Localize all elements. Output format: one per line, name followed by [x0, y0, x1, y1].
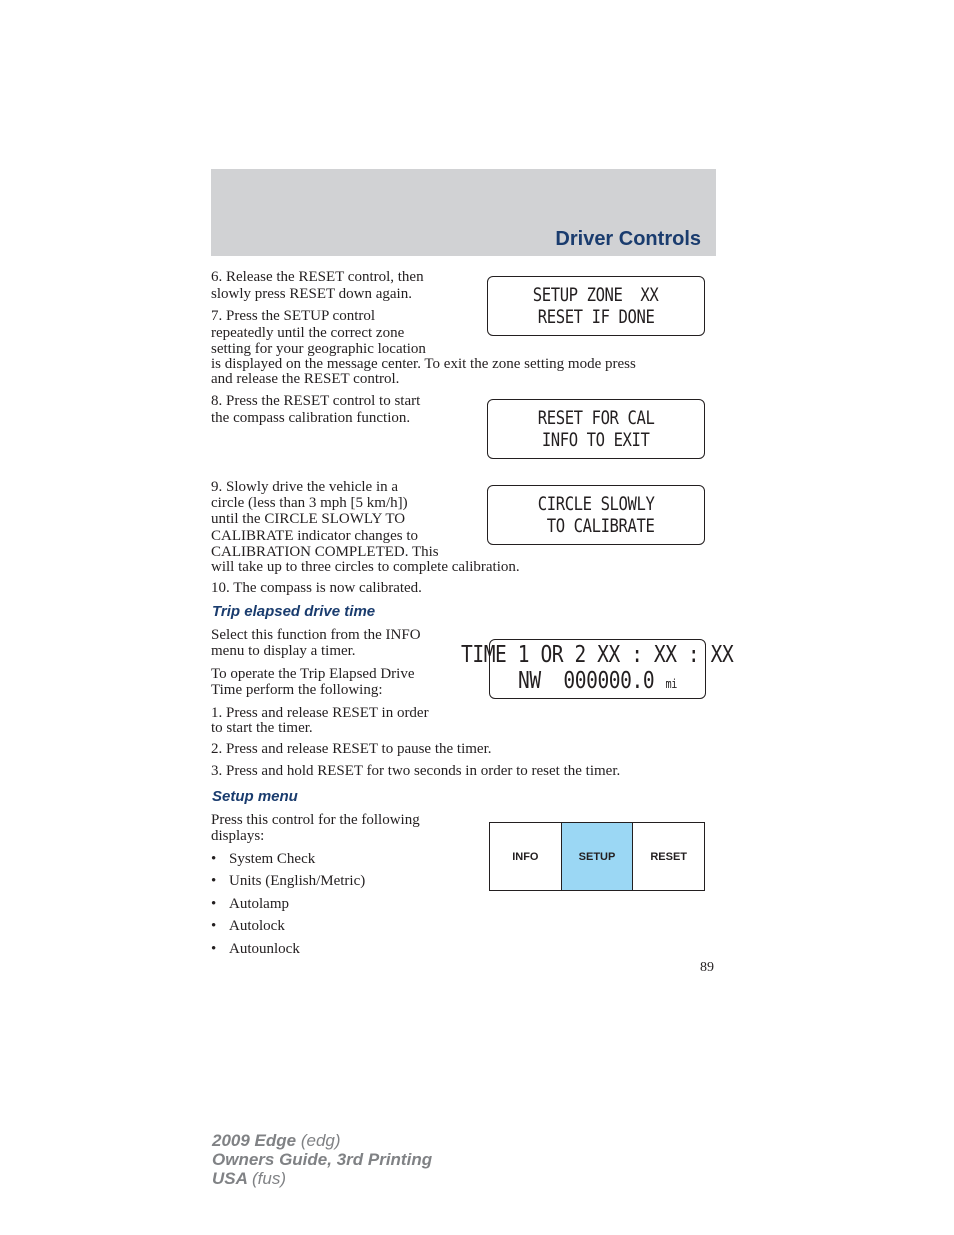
bullet-icon: •	[211, 918, 217, 934]
step-7-line-3: setting for your geographic location	[211, 341, 426, 357]
footer-line-3: USA (fus)	[212, 1169, 286, 1188]
step-10: 10. The compass is now calibrated.	[211, 580, 422, 596]
trip-item-1-line-2: to start the timer.	[211, 720, 313, 736]
setup-bullet-item: • Autolock	[211, 918, 285, 934]
display-trip-timer-line-1: TIME 1 OR 2 XX : XX : XX	[461, 641, 734, 668]
setup-bullet-item: • Units (English/Metric)	[211, 873, 366, 889]
section-title: Driver Controls	[555, 228, 701, 250]
display-setup-zone-line-1: SETUP ZONE XX	[533, 284, 659, 306]
display-trip-timer-line-2	[518, 668, 677, 697]
display-circle-slowly	[487, 485, 705, 545]
display-setup-zone-line-2: RESET IF DONE	[537, 306, 655, 328]
step-7-line-2: repeatedly until the correct zone	[211, 325, 405, 341]
header-band	[211, 169, 716, 256]
step-7-line-4: is displayed on the message center. To exit the zone setting mode press	[211, 356, 636, 372]
setup-bullet-item: • Autolamp	[211, 896, 289, 912]
setup-bullet-item: • System Check	[211, 851, 316, 867]
footer-line-1: 2009 Edge (edg)	[212, 1131, 341, 1150]
step-9-line-5: CALIBRATION COMPLETED. This	[211, 544, 439, 560]
step-9-line-4: CALIBRATE indicator changes to	[211, 528, 419, 544]
trip-p1-line-1: Select this function from the INFO	[211, 627, 421, 643]
display-setup-zone	[487, 276, 705, 336]
footer-line-2: Owners Guide, 3rd Printing	[212, 1150, 433, 1169]
step-9-line-1: 9. Slowly drive the vehicle in a	[211, 479, 399, 495]
setup-button[interactable]: SETUP	[562, 823, 634, 890]
display-circle-slowly-line-1: CIRCLE SLOWLY	[537, 493, 655, 515]
step-8-line-2: the compass calibration function.	[211, 410, 411, 426]
setup-heading: Setup menu	[212, 788, 298, 805]
trip-p1-line-2: menu to display a timer.	[211, 643, 356, 659]
bullet-icon: •	[211, 851, 217, 867]
page-number: 89	[700, 960, 714, 975]
bullet-icon: •	[211, 941, 217, 957]
trip-item-1-line-1: 1. Press and release RESET in order	[211, 705, 429, 721]
step-6-line-1: 6. Release the RESET control, then	[211, 269, 424, 285]
step-7-line-1: 7. Press the SETUP control	[211, 308, 376, 324]
trip-item-3: 3. Press and hold RESET for two seconds in order to reset the timer.	[211, 763, 621, 779]
step-9-line-3: until the CIRCLE SLOWLY TO	[211, 511, 406, 527]
footer	[212, 1131, 432, 1188]
step-8-line-1: 8. Press the RESET control to start	[211, 393, 421, 409]
display-reset-for-cal	[487, 399, 705, 459]
display-trip-timer-odometer: NW 000000.0	[518, 667, 655, 694]
trip-p2-line-1: To operate the Trip Elapsed Drive	[211, 666, 415, 682]
trip-p2-line-2: Time perform the following:	[211, 682, 383, 698]
step-6-line-2: slowly press RESET down again.	[211, 286, 412, 302]
display-reset-for-cal-line-2: INFO TO EXIT	[542, 429, 650, 451]
trip-item-2: 2. Press and release RESET to pause the timer.	[211, 741, 492, 757]
display-trip-timer-unit: mi	[665, 676, 677, 691]
info-button[interactable]: INFO	[490, 823, 562, 890]
setup-bullet-item: • Autounlock	[211, 941, 300, 957]
step-9-line-6: will take up to three circles to complete calibration.	[211, 559, 520, 575]
setup-intro-line-2: displays:	[211, 828, 265, 844]
display-circle-slowly-line-2: TO CALIBRATE	[537, 515, 655, 537]
setup-intro-line-1: Press this control for the following	[211, 812, 420, 828]
control-button-panel	[489, 822, 705, 891]
step-9-line-2: circle (less than 3 mph [5 km/h])	[211, 495, 408, 511]
display-reset-for-cal-line-1: RESET FOR CAL	[537, 407, 655, 429]
reset-button[interactable]: RESET	[650, 850, 688, 863]
trip-heading: Trip elapsed drive time	[212, 603, 376, 620]
bullet-icon: •	[211, 896, 217, 912]
step-7-line-5: and release the RESET control.	[211, 371, 400, 387]
bullet-icon: •	[211, 873, 217, 889]
display-trip-timer	[461, 639, 734, 699]
